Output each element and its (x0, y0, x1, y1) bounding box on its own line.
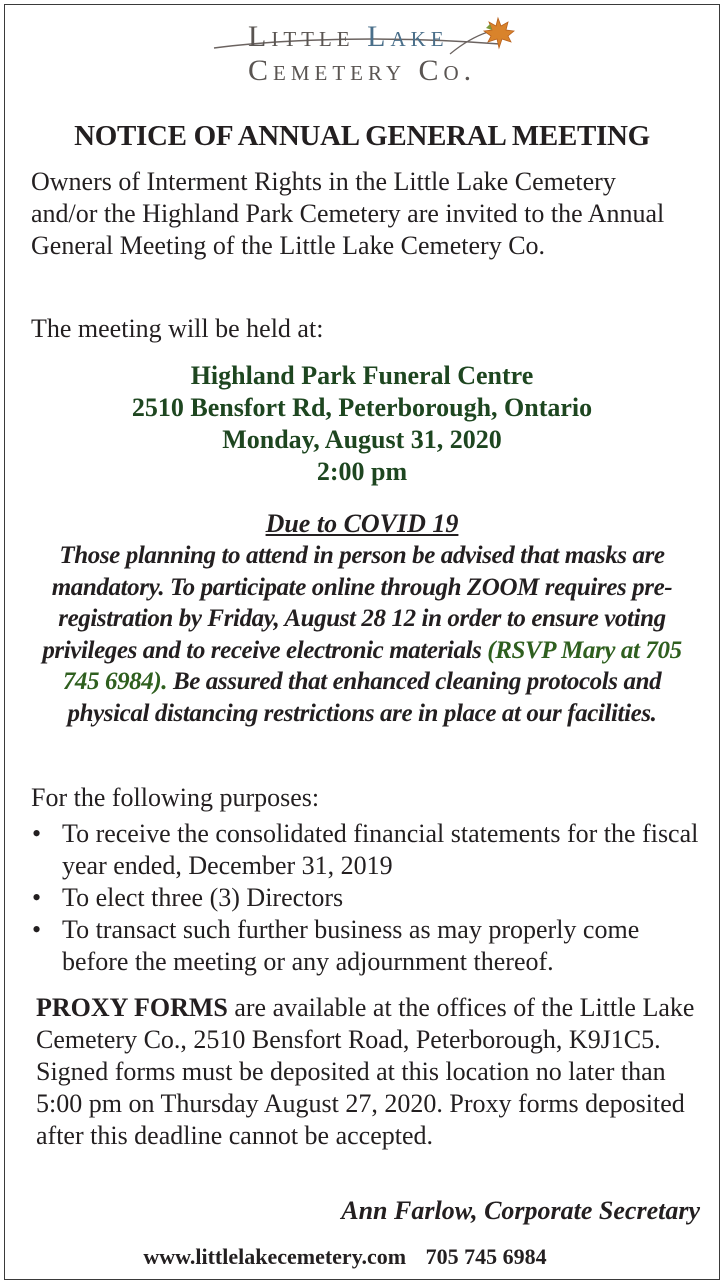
signature: Ann Farlow, Corporate Secretary (341, 1196, 700, 1225)
notice-title: NOTICE OF ANNUAL GENERAL MEETING (74, 120, 650, 152)
covid-heading: Due to COVID 19 (265, 509, 459, 538)
logo-word-lake: Lake (367, 20, 449, 53)
venue-name: Highland Park Funeral Centre (190, 361, 534, 390)
meeting-date: Monday, August 31, 2020 (222, 425, 502, 454)
intro-paragraph: Owners of Interment Rights in the Little Lake Cemetery and/or the Highland Park Cemetery are invited to the Annual General Meeting of the Little Lake Cemetery Co. (31, 167, 665, 260)
logo-word-little: Little (248, 20, 355, 53)
rsvp-contact: (RSVP Mary at 705 745 6984). (62, 636, 682, 695)
purpose-text: To transact such further business as may properly come before the meeting or any adjournment thereof. (62, 915, 640, 976)
purpose-text: To elect three (3) Directors (62, 883, 344, 912)
proxy-paragraph (36, 992, 704, 1152)
bullet-icon: • (32, 915, 42, 944)
covid-notice (28, 540, 696, 729)
list-item (28, 818, 708, 882)
venue-address: 2510 Bensfort Rd, Peterborough, Ontario (131, 393, 593, 422)
maple-leaf-icon (480, 16, 516, 50)
meeting-time: 2:00 pm (316, 457, 408, 486)
logo-line-1 (248, 20, 449, 54)
logo-line-2: Cemetery Co. (248, 54, 477, 87)
venue-block (0, 360, 724, 488)
proxy-label: PROXY FORMS (36, 993, 228, 1022)
meeting-location-intro: The meeting will be held at: (31, 314, 324, 343)
website-link[interactable]: www.littlelakecemetery.com (143, 1244, 407, 1269)
purposes-list (28, 818, 708, 978)
footer (0, 1244, 690, 1270)
bullet-icon: • (32, 819, 42, 848)
purposes-heading: For the following purposes: (31, 783, 320, 812)
bullet-icon: • (32, 883, 42, 912)
list-item (28, 914, 708, 978)
cemetery-logo (200, 14, 530, 94)
proxy-text: are available at the offices of the Little Lake Cemetery Co., 2510 Bensfort Road, Peterborough, K9J1C5. Signed forms must be deposited at this location no later than 5:00 pm on Thursday August 27, 2020. Proxy forms deposited after this deadline cannot be accepted. (36, 993, 695, 1150)
list-item (28, 882, 708, 914)
covid-text-start: Those planning to attend in person be advised that masks are mandatory. To participate online through ZOOM requires pre-registration by Friday, August 28 12 in order to ensure voting privileges and to receive electronic materials (42, 542, 673, 664)
phone-number: 705 745 6984 (425, 1244, 547, 1269)
covid-text-end: Be assured that enhanced cleaning protocols and physical distancing restrictions are in place at our facilities. (67, 668, 662, 727)
purpose-text: To receive the consolidated financial statements for the fiscal year ended, December 31, 2019 (62, 819, 699, 880)
